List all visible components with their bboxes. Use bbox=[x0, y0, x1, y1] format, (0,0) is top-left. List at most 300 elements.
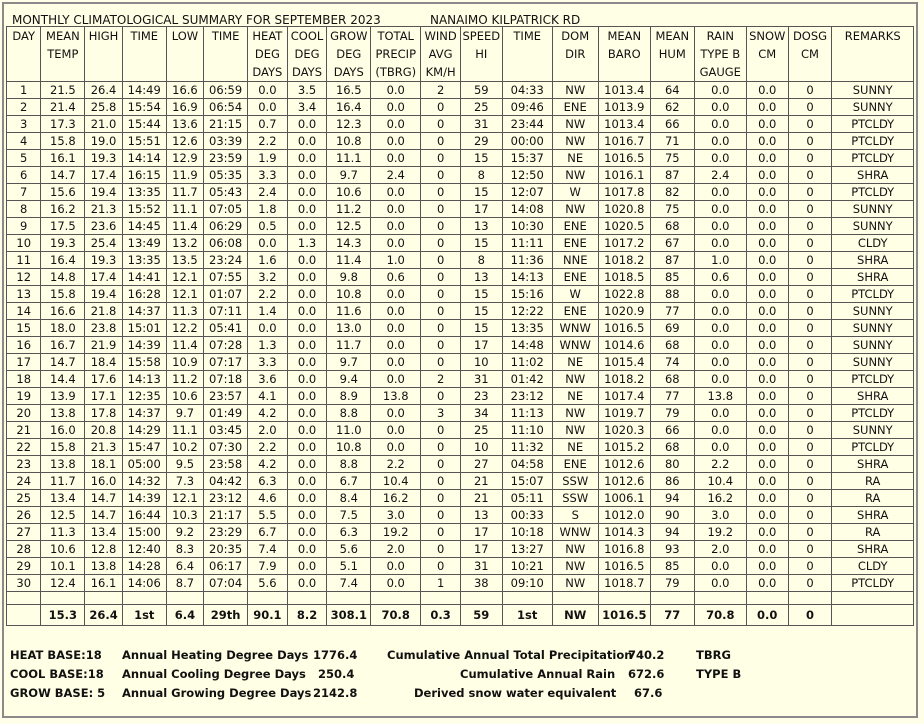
table-cell: 29 bbox=[7, 558, 41, 575]
table-cell: 75 bbox=[650, 150, 694, 167]
column-header-line: DIR bbox=[565, 47, 586, 61]
table-cell: 6 bbox=[7, 167, 41, 184]
column-header bbox=[746, 27, 788, 82]
table-cell: 0.0 bbox=[746, 235, 788, 252]
table-cell: 12.1 bbox=[166, 286, 204, 303]
table-cell bbox=[694, 592, 746, 605]
table-cell: NE bbox=[552, 388, 598, 405]
table-cell: 0.0 bbox=[371, 99, 421, 116]
table-cell: RA bbox=[832, 473, 914, 490]
table-cell: 0.0 bbox=[371, 337, 421, 354]
table-cell: 10.2 bbox=[166, 439, 204, 456]
table-cell: 16:15 bbox=[122, 167, 166, 184]
table-cell: 0.0 bbox=[287, 575, 327, 592]
table-cell: 10.8 bbox=[327, 133, 371, 150]
table-cell: 20:35 bbox=[204, 541, 248, 558]
table-cell bbox=[832, 605, 914, 626]
annual-heating-label: Annual Heating Degree Days bbox=[122, 648, 309, 662]
totals-row bbox=[7, 605, 914, 626]
column-header-line: KM/H bbox=[425, 65, 456, 79]
table-cell: 00:33 bbox=[502, 507, 552, 524]
table-cell: 11.2 bbox=[166, 371, 204, 388]
table-cell: 15:00 bbox=[122, 524, 166, 541]
column-header-line: DAYS bbox=[252, 65, 283, 79]
table-cell: 0.0 bbox=[694, 99, 746, 116]
table-cell: 9.7 bbox=[327, 167, 371, 184]
spacer-row bbox=[7, 592, 914, 605]
table-cell: 1014.6 bbox=[598, 337, 650, 354]
table-cell: 0.0 bbox=[287, 320, 327, 337]
table-cell: 0 bbox=[788, 541, 832, 558]
table-row bbox=[7, 575, 914, 592]
table-cell: 15.3 bbox=[41, 605, 85, 626]
table-cell: NW bbox=[552, 82, 598, 99]
table-cell: 0.0 bbox=[371, 422, 421, 439]
table-cell: 0 bbox=[421, 422, 461, 439]
table-cell: 79 bbox=[650, 575, 694, 592]
table-cell: PTCLDY bbox=[832, 116, 914, 133]
table-cell: 0.0 bbox=[371, 405, 421, 422]
table-cell: 0.0 bbox=[694, 371, 746, 388]
table-cell: 11.0 bbox=[327, 422, 371, 439]
table-cell: 3.0 bbox=[694, 507, 746, 524]
table-cell: 13:35 bbox=[502, 320, 552, 337]
column-header-line: TYPE B bbox=[700, 47, 741, 61]
table-cell: 3.2 bbox=[248, 269, 288, 286]
table-cell: 3.0 bbox=[371, 507, 421, 524]
table-cell: 1.6 bbox=[248, 252, 288, 269]
table-cell: 4 bbox=[7, 133, 41, 150]
table-cell: 12.4 bbox=[41, 575, 85, 592]
table-cell: 67 bbox=[650, 235, 694, 252]
table-cell: 15:07 bbox=[502, 473, 552, 490]
table-cell: 6.4 bbox=[166, 605, 204, 626]
table-cell: 5.6 bbox=[327, 541, 371, 558]
table-cell: 12.2 bbox=[166, 320, 204, 337]
table-cell: NW bbox=[552, 167, 598, 184]
table-cell: 14:29 bbox=[122, 422, 166, 439]
table-cell: 62 bbox=[650, 99, 694, 116]
table-cell: SUNNY bbox=[832, 354, 914, 371]
table-cell: 0.0 bbox=[287, 184, 327, 201]
table-cell: 1.0 bbox=[694, 252, 746, 269]
table-cell: 17 bbox=[460, 201, 502, 218]
annual-heating-value: 1776.4 bbox=[313, 648, 358, 662]
table-cell: 27 bbox=[460, 456, 502, 473]
table-cell: NW bbox=[552, 371, 598, 388]
table-cell: 15.6 bbox=[41, 184, 85, 201]
table-cell: 0.0 bbox=[287, 422, 327, 439]
table-cell: SSW bbox=[552, 490, 598, 507]
table-cell: 0.0 bbox=[287, 133, 327, 150]
table-cell: 7 bbox=[7, 184, 41, 201]
column-header-line: PRECIP bbox=[375, 47, 417, 61]
table-row bbox=[7, 354, 914, 371]
table-cell: 01:49 bbox=[204, 405, 248, 422]
table-cell: 03:45 bbox=[204, 422, 248, 439]
table-cell: 0.0 bbox=[371, 439, 421, 456]
table-cell: 15:51 bbox=[122, 133, 166, 150]
table-row bbox=[7, 201, 914, 218]
table-cell: 0.0 bbox=[746, 371, 788, 388]
table-cell: 14:06 bbox=[122, 575, 166, 592]
table-cell: 28 bbox=[7, 541, 41, 558]
table-cell: 23:12 bbox=[204, 490, 248, 507]
table-cell: 14:13 bbox=[122, 371, 166, 388]
table-row bbox=[7, 286, 914, 303]
table-cell: 0 bbox=[788, 150, 832, 167]
table-cell: 15 bbox=[460, 150, 502, 167]
table-cell: 10.8 bbox=[327, 286, 371, 303]
column-header bbox=[122, 27, 166, 82]
table-cell: SHRA bbox=[832, 541, 914, 558]
table-row bbox=[7, 320, 914, 337]
table-cell: 0 bbox=[421, 167, 461, 184]
table-cell: 68 bbox=[650, 439, 694, 456]
table-cell: 11.3 bbox=[166, 303, 204, 320]
table-cell: 20 bbox=[7, 405, 41, 422]
table-cell: 0.0 bbox=[371, 558, 421, 575]
table-cell: 13.9 bbox=[41, 388, 85, 405]
table-cell: 75 bbox=[650, 201, 694, 218]
column-header bbox=[650, 27, 694, 82]
table-cell: PTCLDY bbox=[832, 575, 914, 592]
report-header bbox=[12, 13, 581, 27]
table-cell bbox=[598, 592, 650, 605]
table-cell: 94 bbox=[650, 524, 694, 541]
table-cell: ENE bbox=[552, 303, 598, 320]
column-header bbox=[41, 27, 85, 82]
table-cell: 13.4 bbox=[41, 490, 85, 507]
table-cell: 1020.5 bbox=[598, 218, 650, 235]
table-cell: 0.0 bbox=[694, 439, 746, 456]
column-header bbox=[460, 27, 502, 82]
table-cell: 14:39 bbox=[122, 337, 166, 354]
table-cell: 2 bbox=[421, 371, 461, 388]
table-cell: ENE bbox=[552, 235, 598, 252]
table-row bbox=[7, 150, 914, 167]
table-cell: 1014.3 bbox=[598, 524, 650, 541]
column-header bbox=[694, 27, 746, 82]
table-row bbox=[7, 490, 914, 507]
table-cell: 15 bbox=[460, 184, 502, 201]
column-header-line: MEAN bbox=[655, 29, 690, 43]
table-cell: 30 bbox=[7, 575, 41, 592]
table-cell: 10 bbox=[460, 439, 502, 456]
table-cell: 0 bbox=[788, 524, 832, 541]
table-cell: NW bbox=[552, 575, 598, 592]
table-cell: 21:15 bbox=[204, 116, 248, 133]
table-row bbox=[7, 99, 914, 116]
table-cell: 5 bbox=[7, 150, 41, 167]
table-cell: 9.2 bbox=[166, 524, 204, 541]
table-cell: 13.8 bbox=[694, 388, 746, 405]
table-row bbox=[7, 167, 914, 184]
table-cell: 0.0 bbox=[746, 99, 788, 116]
table-cell: ENE bbox=[552, 269, 598, 286]
table-cell: 1016.1 bbox=[598, 167, 650, 184]
column-header-line: DAY bbox=[12, 29, 36, 43]
table-cell: 14:37 bbox=[122, 405, 166, 422]
table-cell: 9.7 bbox=[327, 354, 371, 371]
table-cell: 8.8 bbox=[327, 405, 371, 422]
table-cell: 11.1 bbox=[166, 422, 204, 439]
table-cell: NW bbox=[552, 116, 598, 133]
table-cell: 0 bbox=[421, 388, 461, 405]
table-cell: SHRA bbox=[832, 388, 914, 405]
table-cell: NW bbox=[552, 201, 598, 218]
table-cell: 0.0 bbox=[746, 184, 788, 201]
table-cell: 10.3 bbox=[166, 507, 204, 524]
table-cell: 0.0 bbox=[694, 558, 746, 575]
table-row bbox=[7, 303, 914, 320]
table-cell: 0.0 bbox=[694, 320, 746, 337]
table-cell: 6.4 bbox=[166, 558, 204, 575]
table-header-row bbox=[7, 27, 914, 82]
cum-rain-unit: TYPE B bbox=[696, 667, 742, 681]
table-cell: 17.8 bbox=[85, 405, 123, 422]
table-cell: 18.0 bbox=[41, 320, 85, 337]
table-cell: 9.5 bbox=[166, 456, 204, 473]
table-cell: 12:22 bbox=[502, 303, 552, 320]
grow-base: GROW BASE: 5 bbox=[10, 686, 106, 700]
table-cell: 0.0 bbox=[694, 405, 746, 422]
table-cell: 0.0 bbox=[746, 218, 788, 235]
table-cell: 10:30 bbox=[502, 218, 552, 235]
table-cell: 13.8 bbox=[371, 388, 421, 405]
table-cell: 15 bbox=[460, 286, 502, 303]
table-cell: 1 bbox=[421, 575, 461, 592]
table-cell: 0.0 bbox=[746, 116, 788, 133]
column-header bbox=[85, 27, 123, 82]
column-header-line: DEG bbox=[336, 47, 362, 61]
column-header bbox=[598, 27, 650, 82]
table-cell: 4.2 bbox=[248, 456, 288, 473]
table-cell: 9 bbox=[7, 218, 41, 235]
table-cell: 0.0 bbox=[371, 133, 421, 150]
column-header-line: GROW bbox=[330, 29, 368, 43]
table-cell: 0 bbox=[421, 303, 461, 320]
table-cell: 2.4 bbox=[248, 184, 288, 201]
table-cell bbox=[166, 592, 204, 605]
table-cell: 3.5 bbox=[287, 82, 327, 99]
table-cell: 14.3 bbox=[327, 235, 371, 252]
table-cell: 13:35 bbox=[122, 184, 166, 201]
table-cell: 12.5 bbox=[327, 218, 371, 235]
table-cell: 1016.5 bbox=[598, 605, 650, 626]
table-cell: 1018.5 bbox=[598, 269, 650, 286]
table-cell: 2.0 bbox=[371, 541, 421, 558]
table-cell: NE bbox=[552, 150, 598, 167]
table-cell: 04:58 bbox=[502, 456, 552, 473]
table-cell: 0 bbox=[421, 269, 461, 286]
table-cell: 68 bbox=[650, 371, 694, 388]
table-cell: 15:47 bbox=[122, 439, 166, 456]
table-cell bbox=[371, 592, 421, 605]
table-cell: 14.7 bbox=[85, 507, 123, 524]
table-cell: 24 bbox=[7, 473, 41, 490]
table-cell: 23:58 bbox=[204, 456, 248, 473]
table-cell: 68 bbox=[650, 218, 694, 235]
column-header-line: DAYS bbox=[292, 65, 322, 79]
table-cell: 0.0 bbox=[694, 235, 746, 252]
table-cell: 0 bbox=[421, 507, 461, 524]
table-cell: W bbox=[552, 286, 598, 303]
column-header-line: REMARKS bbox=[844, 29, 901, 43]
table-cell: 0 bbox=[421, 235, 461, 252]
table-cell: NE bbox=[552, 354, 598, 371]
table-cell: 68 bbox=[650, 337, 694, 354]
table-cell: SUNNY bbox=[832, 320, 914, 337]
table-cell: 18 bbox=[7, 371, 41, 388]
table-cell: 3.3 bbox=[248, 167, 288, 184]
table-cell: 15:58 bbox=[122, 354, 166, 371]
table-cell: 1.3 bbox=[248, 337, 288, 354]
table-cell: 11.7 bbox=[166, 184, 204, 201]
table-cell: 13.6 bbox=[166, 116, 204, 133]
table-cell: 0.0 bbox=[746, 507, 788, 524]
table-cell: 0 bbox=[421, 354, 461, 371]
table-cell: 19.4 bbox=[85, 286, 123, 303]
table-cell: 1.0 bbox=[371, 252, 421, 269]
table-cell: 4.6 bbox=[248, 490, 288, 507]
cum-rain-value: 672.6 bbox=[628, 667, 665, 681]
table-cell: 0 bbox=[421, 473, 461, 490]
table-cell: 13.4 bbox=[85, 524, 123, 541]
table-cell: 80 bbox=[650, 456, 694, 473]
table-cell: 14:13 bbox=[502, 269, 552, 286]
column-header-line: COOL bbox=[290, 29, 324, 43]
table-cell: 21.8 bbox=[85, 303, 123, 320]
table-cell: 8.2 bbox=[287, 605, 327, 626]
table-cell: 0.0 bbox=[371, 371, 421, 388]
table-cell: 9.7 bbox=[166, 405, 204, 422]
table-cell: 16.6 bbox=[41, 303, 85, 320]
table-cell: 0 bbox=[788, 82, 832, 99]
table-cell: 59 bbox=[460, 82, 502, 99]
table-cell: 0 bbox=[788, 558, 832, 575]
table-row bbox=[7, 116, 914, 133]
table-cell: 1020.8 bbox=[598, 201, 650, 218]
annual-cooling-value: 250.4 bbox=[318, 667, 355, 681]
table-cell: 16.2 bbox=[41, 201, 85, 218]
table-cell bbox=[41, 592, 85, 605]
table-cell: 10 bbox=[7, 235, 41, 252]
table-cell: 12.1 bbox=[166, 490, 204, 507]
table-cell: 5.1 bbox=[327, 558, 371, 575]
table-cell: SUNNY bbox=[832, 303, 914, 320]
table-cell: 00:00 bbox=[502, 133, 552, 150]
table-cell: 8.3 bbox=[166, 541, 204, 558]
table-cell: 1017.2 bbox=[598, 235, 650, 252]
table-cell: 0.0 bbox=[746, 354, 788, 371]
table-cell: 0.0 bbox=[287, 269, 327, 286]
table-cell: 64 bbox=[650, 82, 694, 99]
table-cell: 13.8 bbox=[41, 405, 85, 422]
table-row bbox=[7, 133, 914, 150]
annual-growing-value: 2142.8 bbox=[313, 686, 358, 700]
table-cell: 26.4 bbox=[85, 605, 123, 626]
table-cell: 85 bbox=[650, 269, 694, 286]
table-cell: 19.3 bbox=[41, 235, 85, 252]
table-cell: 6.3 bbox=[327, 524, 371, 541]
table-cell: 11.4 bbox=[166, 337, 204, 354]
column-header-line: SPEED bbox=[462, 29, 501, 43]
table-cell: 0.0 bbox=[371, 150, 421, 167]
table-cell bbox=[746, 592, 788, 605]
table-body bbox=[7, 82, 914, 626]
table-cell: 1020.3 bbox=[598, 422, 650, 439]
table-row bbox=[7, 422, 914, 439]
table-cell: 13:49 bbox=[122, 235, 166, 252]
table-cell: 0 bbox=[421, 456, 461, 473]
table-row bbox=[7, 456, 914, 473]
table-cell: 0.7 bbox=[248, 116, 288, 133]
table-cell: 21 bbox=[460, 473, 502, 490]
table-cell: 0.0 bbox=[371, 201, 421, 218]
table-cell: 23 bbox=[7, 456, 41, 473]
table-cell bbox=[650, 592, 694, 605]
table-cell: 0.0 bbox=[371, 354, 421, 371]
table-cell: 0.0 bbox=[746, 422, 788, 439]
table-cell: 0 bbox=[421, 558, 461, 575]
table-cell: 21.3 bbox=[85, 201, 123, 218]
table-cell: 66 bbox=[650, 422, 694, 439]
table-cell: 6.7 bbox=[327, 473, 371, 490]
table-cell: 1018.7 bbox=[598, 575, 650, 592]
table-cell: 1012.6 bbox=[598, 456, 650, 473]
table-cell: CLDY bbox=[832, 558, 914, 575]
table-cell: NE bbox=[552, 439, 598, 456]
cum-precip-value: 740.2 bbox=[628, 648, 665, 662]
table-cell: 8.9 bbox=[327, 388, 371, 405]
table-cell: 0 bbox=[788, 439, 832, 456]
table-cell: 10.9 bbox=[166, 354, 204, 371]
table-cell: 0.0 bbox=[746, 524, 788, 541]
table-cell: 15:37 bbox=[502, 150, 552, 167]
table-cell: 1019.7 bbox=[598, 405, 650, 422]
table-cell: 15.8 bbox=[41, 133, 85, 150]
table-cell: 0.0 bbox=[746, 133, 788, 150]
heat-base: HEAT BASE:18 bbox=[10, 648, 102, 662]
table-cell: SUNNY bbox=[832, 82, 914, 99]
table-cell: 12.1 bbox=[166, 269, 204, 286]
table-cell: 05:43 bbox=[204, 184, 248, 201]
table-cell: 7.5 bbox=[327, 507, 371, 524]
table-cell: 19 bbox=[7, 388, 41, 405]
table-row bbox=[7, 473, 914, 490]
table-cell: 0.0 bbox=[746, 320, 788, 337]
table-cell: 0 bbox=[421, 286, 461, 303]
table-cell: 16.7 bbox=[41, 337, 85, 354]
table-cell: 0.0 bbox=[287, 439, 327, 456]
table-cell: 85 bbox=[650, 558, 694, 575]
table-cell: 0.0 bbox=[746, 82, 788, 99]
table-cell: 0 bbox=[421, 150, 461, 167]
table-cell: 15 bbox=[7, 320, 41, 337]
table-cell: 5.5 bbox=[248, 507, 288, 524]
table-row bbox=[7, 218, 914, 235]
table-cell: 59 bbox=[460, 605, 502, 626]
table-cell: 0.0 bbox=[746, 269, 788, 286]
table-cell: 0.0 bbox=[694, 116, 746, 133]
column-header-line: TIME bbox=[513, 29, 542, 43]
column-header-line: GAUGE bbox=[699, 65, 741, 79]
table-cell: 0.0 bbox=[746, 388, 788, 405]
table-cell: 0.0 bbox=[371, 218, 421, 235]
table-cell: WNW bbox=[552, 524, 598, 541]
table-cell: 15:16 bbox=[502, 286, 552, 303]
